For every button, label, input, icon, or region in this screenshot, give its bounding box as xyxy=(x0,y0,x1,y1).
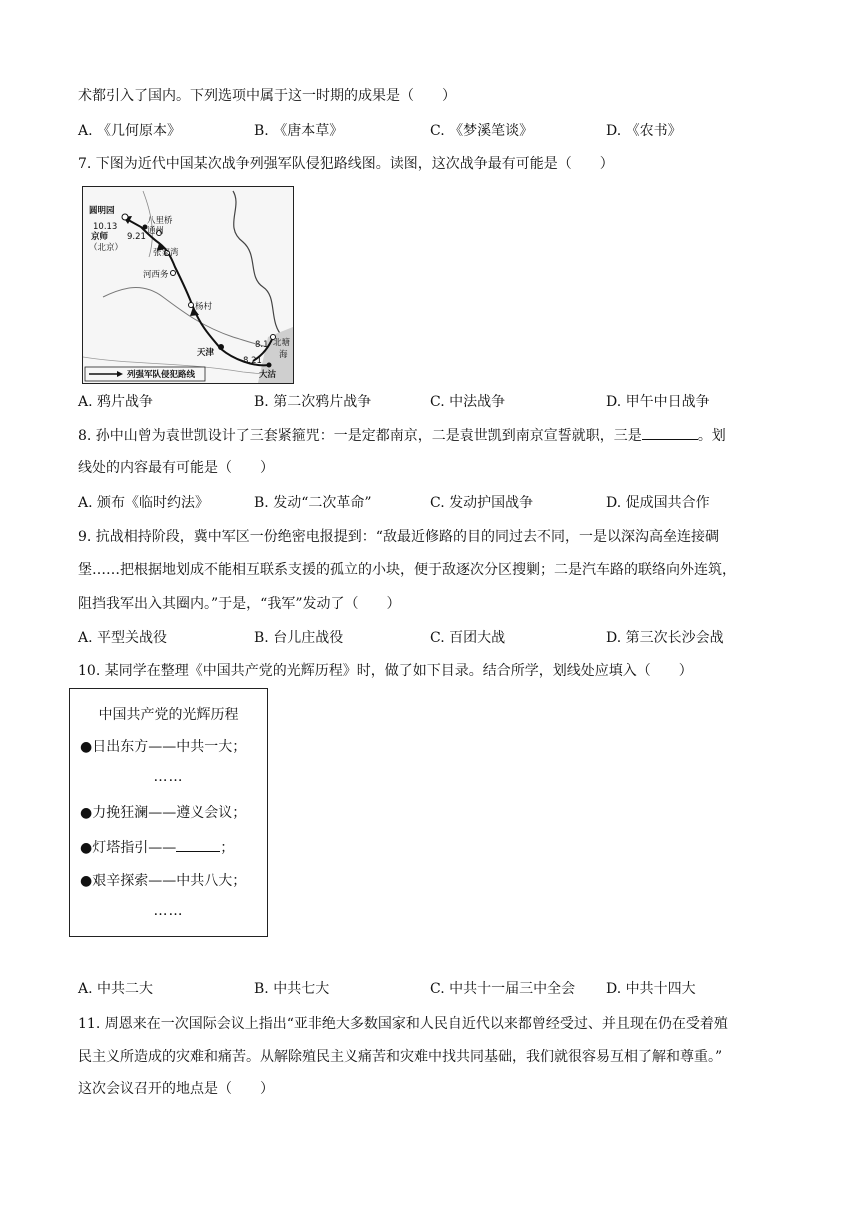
toc-title: 中国共产党的光辉历程 xyxy=(98,707,239,723)
map-label-date-3: 8.1 xyxy=(255,340,269,350)
map-label-yuanmingyuan: 圆明园 xyxy=(89,206,115,216)
q8-blank xyxy=(642,425,698,440)
map-label-tianjin: 天津 xyxy=(197,348,215,358)
q10-option-c[interactable]: C. 中共十一届三中全会 xyxy=(430,981,576,997)
toc-item-4: ●艰辛探索——中共八大； xyxy=(80,873,247,889)
map-label-beijing: （北京） xyxy=(89,243,124,253)
question-9-stem-line-3: 阻挡我军出入其圈内。”于是，“我军”发动了（ ） xyxy=(78,596,401,612)
toc-item-3-end: ； xyxy=(220,840,235,856)
question-8-stem-line-1 xyxy=(78,425,726,446)
question-11-stem-line-2: 民主义所造成的灾难和痛苦。从解除殖民主义痛苦和灾难中找共同基础，我们就很容易互相了解和尊重。” xyxy=(78,1049,723,1065)
toc-ellipsis-2: …… xyxy=(153,903,184,919)
question-7-stem: 7. 下图为近代中国某次战争列强军队侵犯路线图。读图，这次战争最有可能是（ ） xyxy=(78,156,614,172)
question-6-stem-tail: 术都引入了国内。下列选项中属于这一时期的成果是（ ） xyxy=(78,88,456,104)
q10-option-a[interactable]: A. 中共二大 xyxy=(78,981,154,997)
invasion-route-map xyxy=(82,186,294,384)
toc-blank xyxy=(176,837,220,852)
map-label-date-2: 9.21 xyxy=(127,232,146,242)
q8-stem-part-1: 8. 孙中山曾为袁世凯设计了三套紧箍咒：一是定都南京，二是袁世凯到南京宣誓就职，三是 xyxy=(78,428,642,444)
q10-option-d[interactable]: D. 中共十四大 xyxy=(606,981,696,997)
question-8-stem-line-2: 线处的内容最有可能是（ ） xyxy=(78,460,274,476)
toc-ellipsis-1: …… xyxy=(153,769,184,785)
map-label-sea: 海 xyxy=(279,350,288,360)
toc-item-1: ●日出东方——中共一大； xyxy=(80,739,247,755)
q7-option-a[interactable]: A. 鸦片战争 xyxy=(78,394,154,410)
question-11-stem-line-1: 11. 周恩来在一次国际会议上指出“亚非绝大多数国家和人民自近代以来都曾经受过、并且现在仍在受着殖 xyxy=(78,1016,728,1032)
map-label-date-4: 8.21 xyxy=(243,356,262,366)
q9-option-a[interactable]: A. 平型关战役 xyxy=(78,630,168,646)
map-legend-label: 列强军队侵犯路线 xyxy=(127,370,196,380)
q6-option-d[interactable]: D. 《农书》 xyxy=(606,123,682,139)
question-10-stem: 10. 某同学在整理《中国共产党的光辉历程》时，做了如下目录。结合所学，划线处应填入（ ） xyxy=(78,663,693,679)
toc-item-2: ●力挽狂澜——遵义会议； xyxy=(80,805,247,821)
q6-option-c[interactable]: C. 《梦溪笔谈》 xyxy=(430,123,534,139)
q9-option-d[interactable]: D. 第三次长沙会战 xyxy=(606,630,724,646)
map-label-date-1: 10.13 xyxy=(93,222,118,232)
q9-option-b[interactable]: B. 台儿庄战役 xyxy=(254,630,344,646)
q9-option-c[interactable]: C. 百团大战 xyxy=(430,630,506,646)
map-label-capital: 京师 xyxy=(91,232,109,242)
map-label-beitang: 北塘 xyxy=(273,338,291,348)
map-label-zhangjiawan: 张家湾 xyxy=(153,248,179,258)
q8-stem-part-2: 。划 xyxy=(697,428,726,444)
toc-item-3-text: ●灯塔指引—— xyxy=(80,840,177,856)
q8-option-c[interactable]: C. 发动护国战争 xyxy=(430,495,534,511)
q7-option-c[interactable]: C. 中法战争 xyxy=(430,394,506,410)
question-11-stem-line-3: 这次会议召开的地点是（ ） xyxy=(78,1081,274,1097)
q8-option-d[interactable]: D. 促成国共合作 xyxy=(606,495,710,511)
toc-item-3 xyxy=(80,837,234,858)
q10-option-b[interactable]: B. 中共七大 xyxy=(254,981,330,997)
q6-option-b[interactable]: B. 《唐本草》 xyxy=(254,123,344,139)
question-9-stem-line-1: 9. 抗战相持阶段，冀中军区一份绝密电报提到：“敌最近修路的目的同过去不同，一是以深沟高垒连接碉 xyxy=(78,529,719,545)
map-label-tongzhou: 通州 xyxy=(147,226,165,236)
q8-option-b[interactable]: B. 发动“二次革命” xyxy=(254,495,372,511)
map-label-yangcun: 杨村 xyxy=(195,302,213,312)
question-9-stem-line-2: 堡……把根据地划成不能相互联系支援的孤立的小块，便于敌逐次分区搜剿；二是汽车路的联络向外连筑， xyxy=(78,562,736,578)
q8-option-a[interactable]: A. 颁布《临时约法》 xyxy=(78,495,210,511)
q6-option-a[interactable]: A. 《几何原本》 xyxy=(78,123,182,139)
map-label-hexiwu: 河西务 xyxy=(143,270,169,280)
q7-option-b[interactable]: B. 第二次鸦片战争 xyxy=(254,394,372,410)
map-label-dagu: 大沽 xyxy=(259,370,277,380)
map-label-baliqiao: 八里桥 xyxy=(147,216,173,226)
party-history-contents-box xyxy=(69,688,268,937)
q7-option-d[interactable]: D. 甲午中日战争 xyxy=(606,394,710,410)
